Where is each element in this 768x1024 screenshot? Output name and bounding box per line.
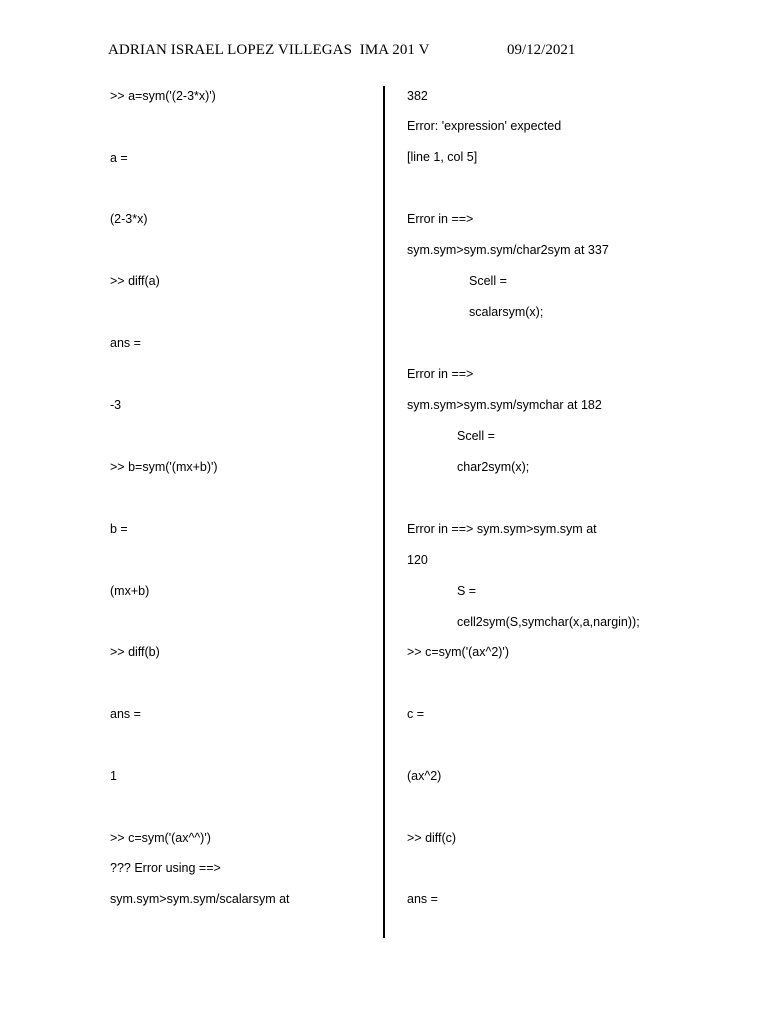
right-line-scell-2: Scell = <box>457 429 495 443</box>
right-line-assign-c: >> c=sym('(ax^2)') <box>407 645 509 659</box>
left-line-diff-a: >> diff(a) <box>110 274 160 288</box>
left-line-assign-b: >> b=sym('(mx+b)') <box>110 460 218 474</box>
left-line-error-loc: sym.sym>sym.sym/scalarsym at <box>110 892 290 906</box>
right-line-error-in-1: Error in ==> <box>407 212 474 226</box>
right-line-cell2sym: cell2sym(S,symchar(x,a,nargin)); <box>457 615 640 629</box>
left-line-b-value: (mx+b) <box>110 584 150 598</box>
right-line-expr-expected: Error: 'expression' expected <box>407 119 562 133</box>
left-line-a-eq: a = <box>110 151 128 165</box>
right-line-symchar: sym.sym>sym.sym/symchar at 182 <box>407 398 602 412</box>
left-line-diff-b: >> diff(b) <box>110 645 160 659</box>
right-line-382: 382 <box>407 89 428 103</box>
right-line-s-eq: S = <box>457 584 477 598</box>
right-line-120: 120 <box>407 553 428 567</box>
right-line-char2sym: sym.sym>sym.sym/char2sym at 337 <box>407 243 609 257</box>
right-line-c-value: (ax^2) <box>407 769 442 783</box>
right-line-scalarsym: scalarsym(x); <box>469 305 544 319</box>
right-line-error-in-2: Error in ==> <box>407 367 474 381</box>
right-line-char2sym-call: char2sym(x); <box>457 460 530 474</box>
left-line-ans-1-val: -3 <box>110 398 122 412</box>
left-line-ans-2: ans = <box>110 707 141 721</box>
right-line-error-in-3: Error in ==> sym.sym>sym.sym at <box>407 522 597 536</box>
left-line-error: ??? Error using ==> <box>110 861 221 875</box>
right-line-c-eq: c = <box>407 707 425 721</box>
right-line-line-col: [line 1, col 5] <box>407 150 478 164</box>
right-line-diff-c: >> diff(c) <box>407 831 457 845</box>
header-date: 09/12/2021 <box>507 42 576 58</box>
left-line-assign-a: >> a=sym('(2-3*x)') <box>110 89 216 103</box>
left-line-ans-2-val: 1 <box>110 769 117 783</box>
author-header: ADRIAN ISRAEL LOPEZ VILLEGAS IMA 201 V <box>108 42 430 58</box>
left-line-assign-c: >> c=sym('(ax^^)') <box>110 831 211 845</box>
left-line-b-eq: b = <box>110 522 128 536</box>
column-divider <box>383 86 385 938</box>
right-line-scell-1: Scell = <box>469 274 507 288</box>
left-line-a-value: (2-3*x) <box>110 212 148 226</box>
right-line-ans-3: ans = <box>407 892 438 906</box>
left-line-ans-1: ans = <box>110 336 141 350</box>
